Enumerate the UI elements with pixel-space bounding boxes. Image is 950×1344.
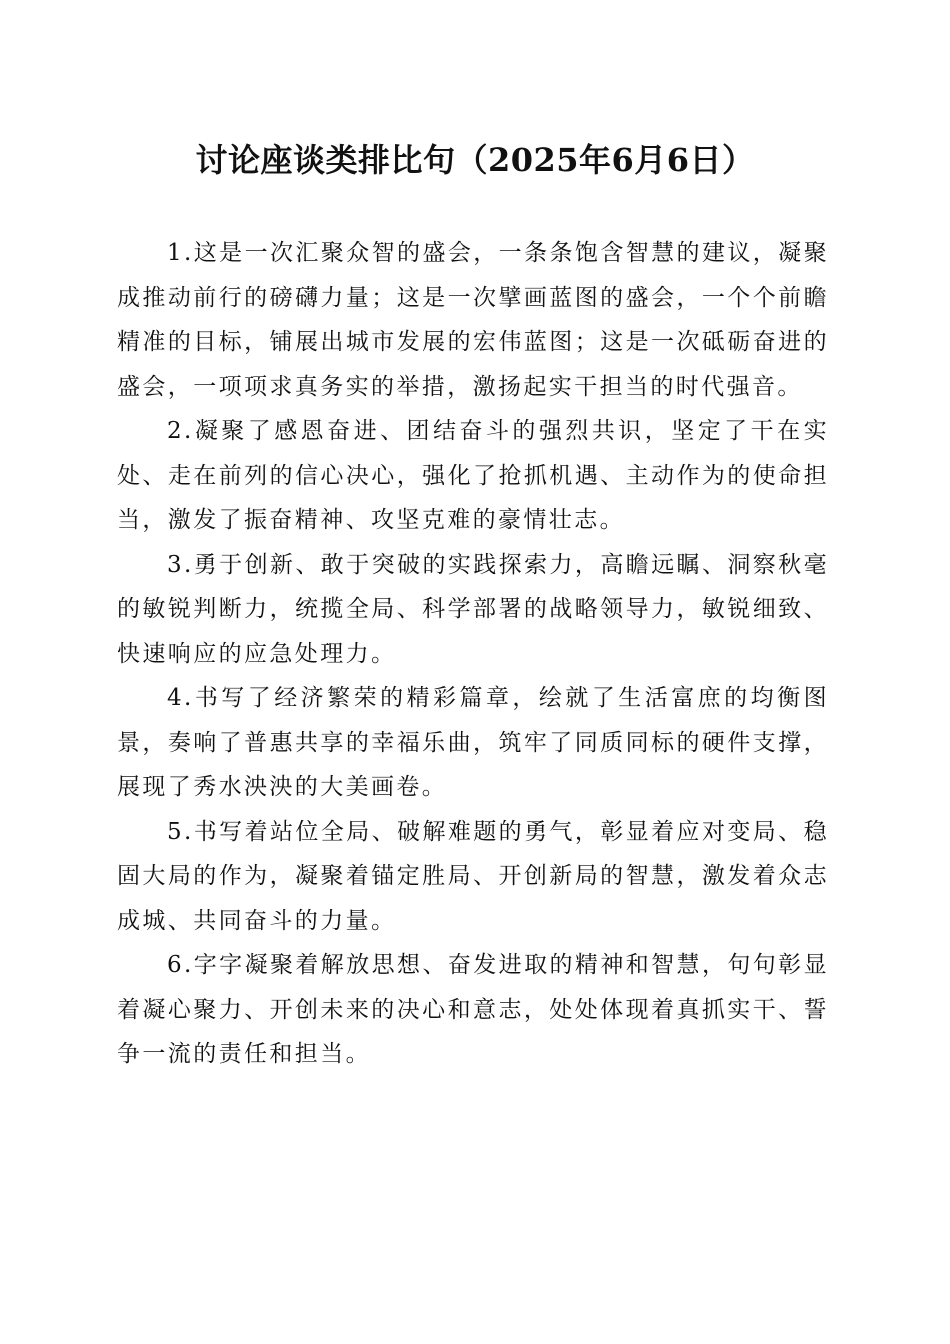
- paragraph-4: 4.书写了经济繁荣的精彩篇章，绘就了生活富庶的均衡图景，奏响了普惠共享的幸福乐曲，筑牢了同质同标的硬件支撑，展现了秀水泱泱的大美画卷。: [117, 685, 829, 800]
- paragraph-1: 1.这是一次汇聚众智的盛会，一条条饱含智慧的建议，凝聚成推动前行的磅礴力量；这是一次擘画蓝图的盛会，一个个前瞻精准的目标，铺展出城市发展的宏伟蓝图；这是一次砥砺奋进的盛会，一项项求真务实的举措，激扬起实干担当的时代强音。: [117, 240, 829, 400]
- document-title: 讨论座谈类排比句（2025年6月6日）: [195, 141, 755, 179]
- paragraph-6: 6.字字凝聚着解放思想、奋发进取的精神和智慧，句句彰显着凝心聚力、开创未来的决心和意志，处处体现着真抓实干、誓争一流的责任和担当。: [117, 952, 829, 1067]
- document-body: [117, 231, 829, 1077]
- paragraph-5: 5.书写着站位全局、破解难题的勇气，彰显着应对变局、稳固大局的作为，凝聚着锚定胜局、开创新局的智慧，激发着众志成城、共同奋斗的力量。: [117, 818, 829, 934]
- paragraph-2: 2.凝聚了感恩奋进、团结奋斗的强烈共识，坚定了干在实处、走在前列的信心决心，强化了抢抓机遇、主动作为的使命担当，激发了振奋精神、攻坚克难的豪情壮志。: [117, 418, 829, 533]
- paragraph-3: 3.勇于创新、敢于突破的实践探索力，高瞻远瞩、洞察秋毫的敏锐判断力，统揽全局、科学部署的战略领导力，敏锐细致、快速响应的应急处理力。: [117, 551, 829, 667]
